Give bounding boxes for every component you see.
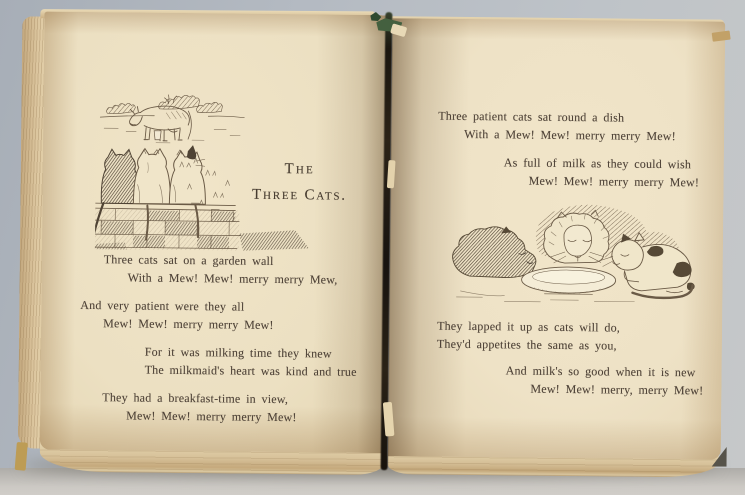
poem-right-bottom: [436, 317, 704, 400]
title-line-1: The: [284, 161, 316, 178]
cow-drawing: [129, 106, 191, 141]
left-page: [40, 12, 389, 454]
poem-line: With a Mew! Mew! merry merry Mew!: [464, 126, 676, 144]
brick-wall: [95, 203, 309, 252]
cover-corner-bottom-left: [15, 442, 28, 471]
poem-line: They lapped it up as cats will do,: [437, 318, 621, 335]
milk-dish: [521, 267, 615, 295]
poem-line: They'd appetites the same as you,: [436, 336, 617, 353]
poem-right-top: [438, 107, 700, 192]
poem-line: Mew! Mew! merry merry Mew!: [126, 408, 297, 425]
poem-line: And very patient were they all: [80, 297, 245, 314]
poem-line: Mew! Mew! merry merry Mew!: [528, 173, 700, 190]
poem-line: As full of milk as they could wish: [503, 155, 692, 172]
poem-line: Mew! Mew! merry, merry Mew!: [530, 381, 704, 398]
title-line-2: Three Cats.: [252, 186, 347, 204]
cover-corner-top-right: [712, 31, 731, 42]
right-page: [388, 18, 726, 459]
poem-line: Mew! Mew! merry merry Mew!: [103, 316, 274, 332]
poem-line: The milkmaid's heart was kind and true: [144, 362, 357, 379]
poem-line: They had a breakfast-time in view,: [102, 390, 289, 407]
open-book: [16, 6, 728, 475]
poem-line: And milk's so good when it is new: [505, 363, 696, 380]
poem-line: For it was milking time they knew: [144, 344, 332, 361]
poem-line: Three patient cats sat round a dish: [438, 108, 625, 125]
page-title: [238, 161, 360, 205]
poem-line: With a Mew! Mew! merry merry Mew,: [127, 270, 338, 287]
cat-dark-left: [452, 226, 536, 278]
poem-left: [79, 250, 358, 427]
illustration-cats-at-dish: [444, 203, 710, 308]
field-and-bushes: [100, 94, 244, 144]
poem-line: Three cats sat on a garden wall: [103, 252, 274, 268]
